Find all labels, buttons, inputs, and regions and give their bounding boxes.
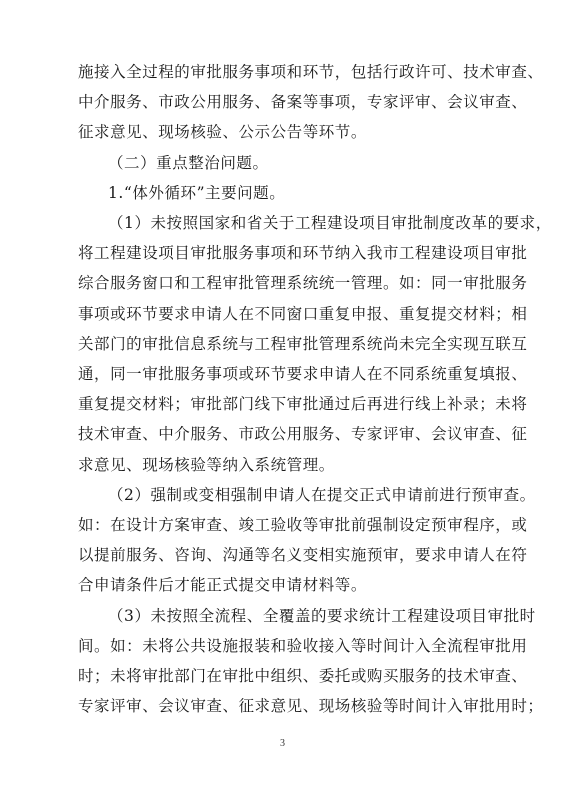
text-line-13: 技术审查、中介服务、市政公用服务、专家评审、会议审查、征 [78,425,528,444]
text-line-11: 通，同一审批服务事项或环节要求申请人在不同系统重复填报、 [78,365,528,383]
section-heading: （二）重点整治问题。 [108,153,269,172]
text-line-7: 将工程建设项目审批服务事项和环节纳入我市工程建设项目审批 [78,244,528,263]
text-line-10: 关部门的审批信息系统与工程审批管理系统尚未完全实现互联互 [78,334,528,353]
text-line-16: 如：在设计方案审查、竣工验收等审批前强制设定预审程序，或 [78,516,528,534]
text-line-1: 施接入全过程的审批服务事项和环节，包括行政许可、技术审查、 [78,63,544,81]
text-line-15: （2）强制或变相强制申请人在提交正式申请前进行预审查。 [108,485,536,504]
subsection-heading: 1.“体外循环”主要问题。 [108,183,286,202]
text-line-20: 间。如：未将公共设施报装和验收接入等时间计入全流程审批用 [78,636,528,655]
text-line-14: 求意见、现场核验等纳入系统管理。 [78,455,335,474]
text-line-21: 时；未将审批部门在审批中组织、委托或购买服务的技术审查、 [78,667,528,685]
text-line-8: 综合服务窗口和工程审批管理系统统一管理。如：同一审批服务 [78,274,528,293]
text-line-22: 专家评审、会议审查、征求意见、现场核验等时间计入审批用时； [78,697,544,716]
text-line-2: 中介服务、市政公用服务、备案等事项，专家评审、会议审查、 [78,93,528,112]
text-line-9: 事项或环节要求申请人在不同窗口重复申报、重复提交材料；相 [78,304,528,323]
text-line-6: （1）未按照国家和省关于工程建设项目审批制度改革的要求， [108,214,552,232]
text-line-3: 征求意见、现场核验、公示公告等环节。 [78,123,367,142]
page-number: 3 [280,738,285,749]
text-line-17: 以提前服务、咨询、沟通等名义变相实施预审，要求申请人在符 [78,546,528,565]
text-line-18: 合申请条件后才能正式提交申请材料等。 [78,576,367,595]
text-line-12: 重复提交材料；审批部门线下审批通过后再进行线上补录；未将 [78,395,528,414]
text-line-19: （3）未按照全流程、全覆盖的要求统计工程建设项目审批时 [108,606,536,625]
